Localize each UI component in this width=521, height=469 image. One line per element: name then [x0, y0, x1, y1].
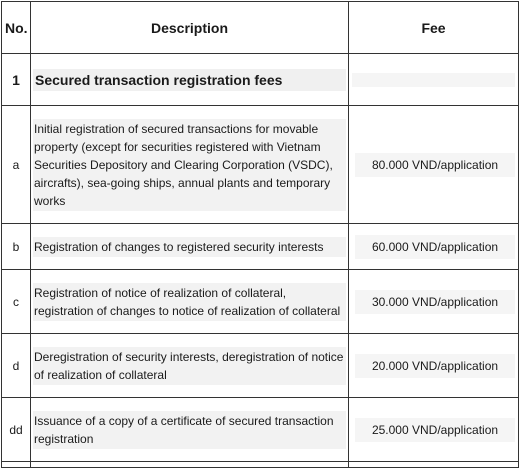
row-fee-cell	[349, 106, 519, 224]
row-fee: 20.000 VND/application	[355, 354, 515, 378]
row-number: c	[2, 270, 31, 334]
tail-cell	[2, 462, 31, 468]
row-fee: 25.000 VND/application	[355, 418, 515, 442]
row-description: Deregistration of security interests, deregistration of notice of realization of collateral	[33, 347, 346, 385]
row-number: b	[2, 224, 31, 270]
section-number: 1	[2, 54, 31, 106]
table-row	[2, 270, 519, 334]
row-number: dd	[2, 398, 31, 462]
table-row	[2, 224, 519, 270]
tail-cell	[31, 462, 349, 468]
tail-cell	[349, 462, 519, 468]
section-fee-cell	[349, 54, 519, 106]
section-title: Secured transaction registration fees	[33, 69, 346, 91]
row-fee-cell	[349, 224, 519, 270]
table-row-partial	[2, 462, 519, 468]
row-description-cell	[31, 106, 349, 224]
table-row	[2, 398, 519, 462]
fee-table	[1, 1, 519, 468]
row-fee-cell	[349, 334, 519, 398]
row-number: d	[2, 334, 31, 398]
row-fee: 30.000 VND/application	[355, 290, 515, 314]
row-fee-cell	[349, 398, 519, 462]
section-fee-blank	[352, 73, 515, 87]
table-row	[2, 106, 519, 224]
row-description: Registration of changes to registered security interests	[33, 237, 346, 257]
row-description-cell	[31, 224, 349, 270]
row-fee: 60.000 VND/application	[355, 235, 515, 259]
row-description: Registration of notice of realization of collateral, registration of changes to notice of realization of collateral	[33, 283, 346, 321]
table-header-row	[2, 2, 519, 54]
row-description: Issuance of a copy of a certificate of secured transaction registration	[33, 411, 346, 449]
section-title-cell	[31, 54, 349, 106]
row-number: a	[2, 106, 31, 224]
section-row	[2, 54, 519, 106]
header-description: Description	[31, 2, 349, 54]
header-fee: Fee	[349, 2, 519, 54]
row-fee: 80.000 VND/application	[355, 153, 515, 177]
header-no: No.	[2, 2, 31, 54]
row-description: Initial registration of secured transactions for movable property (except for securities registered with Vietnam Securities Depository and Clearing Corporation (VSDC), aircrafts), sea-going ships, annual plants and temporary works	[33, 119, 346, 211]
row-description-cell	[31, 270, 349, 334]
row-description-cell	[31, 334, 349, 398]
row-fee-cell	[349, 270, 519, 334]
table-row	[2, 334, 519, 398]
row-description-cell	[31, 398, 349, 462]
